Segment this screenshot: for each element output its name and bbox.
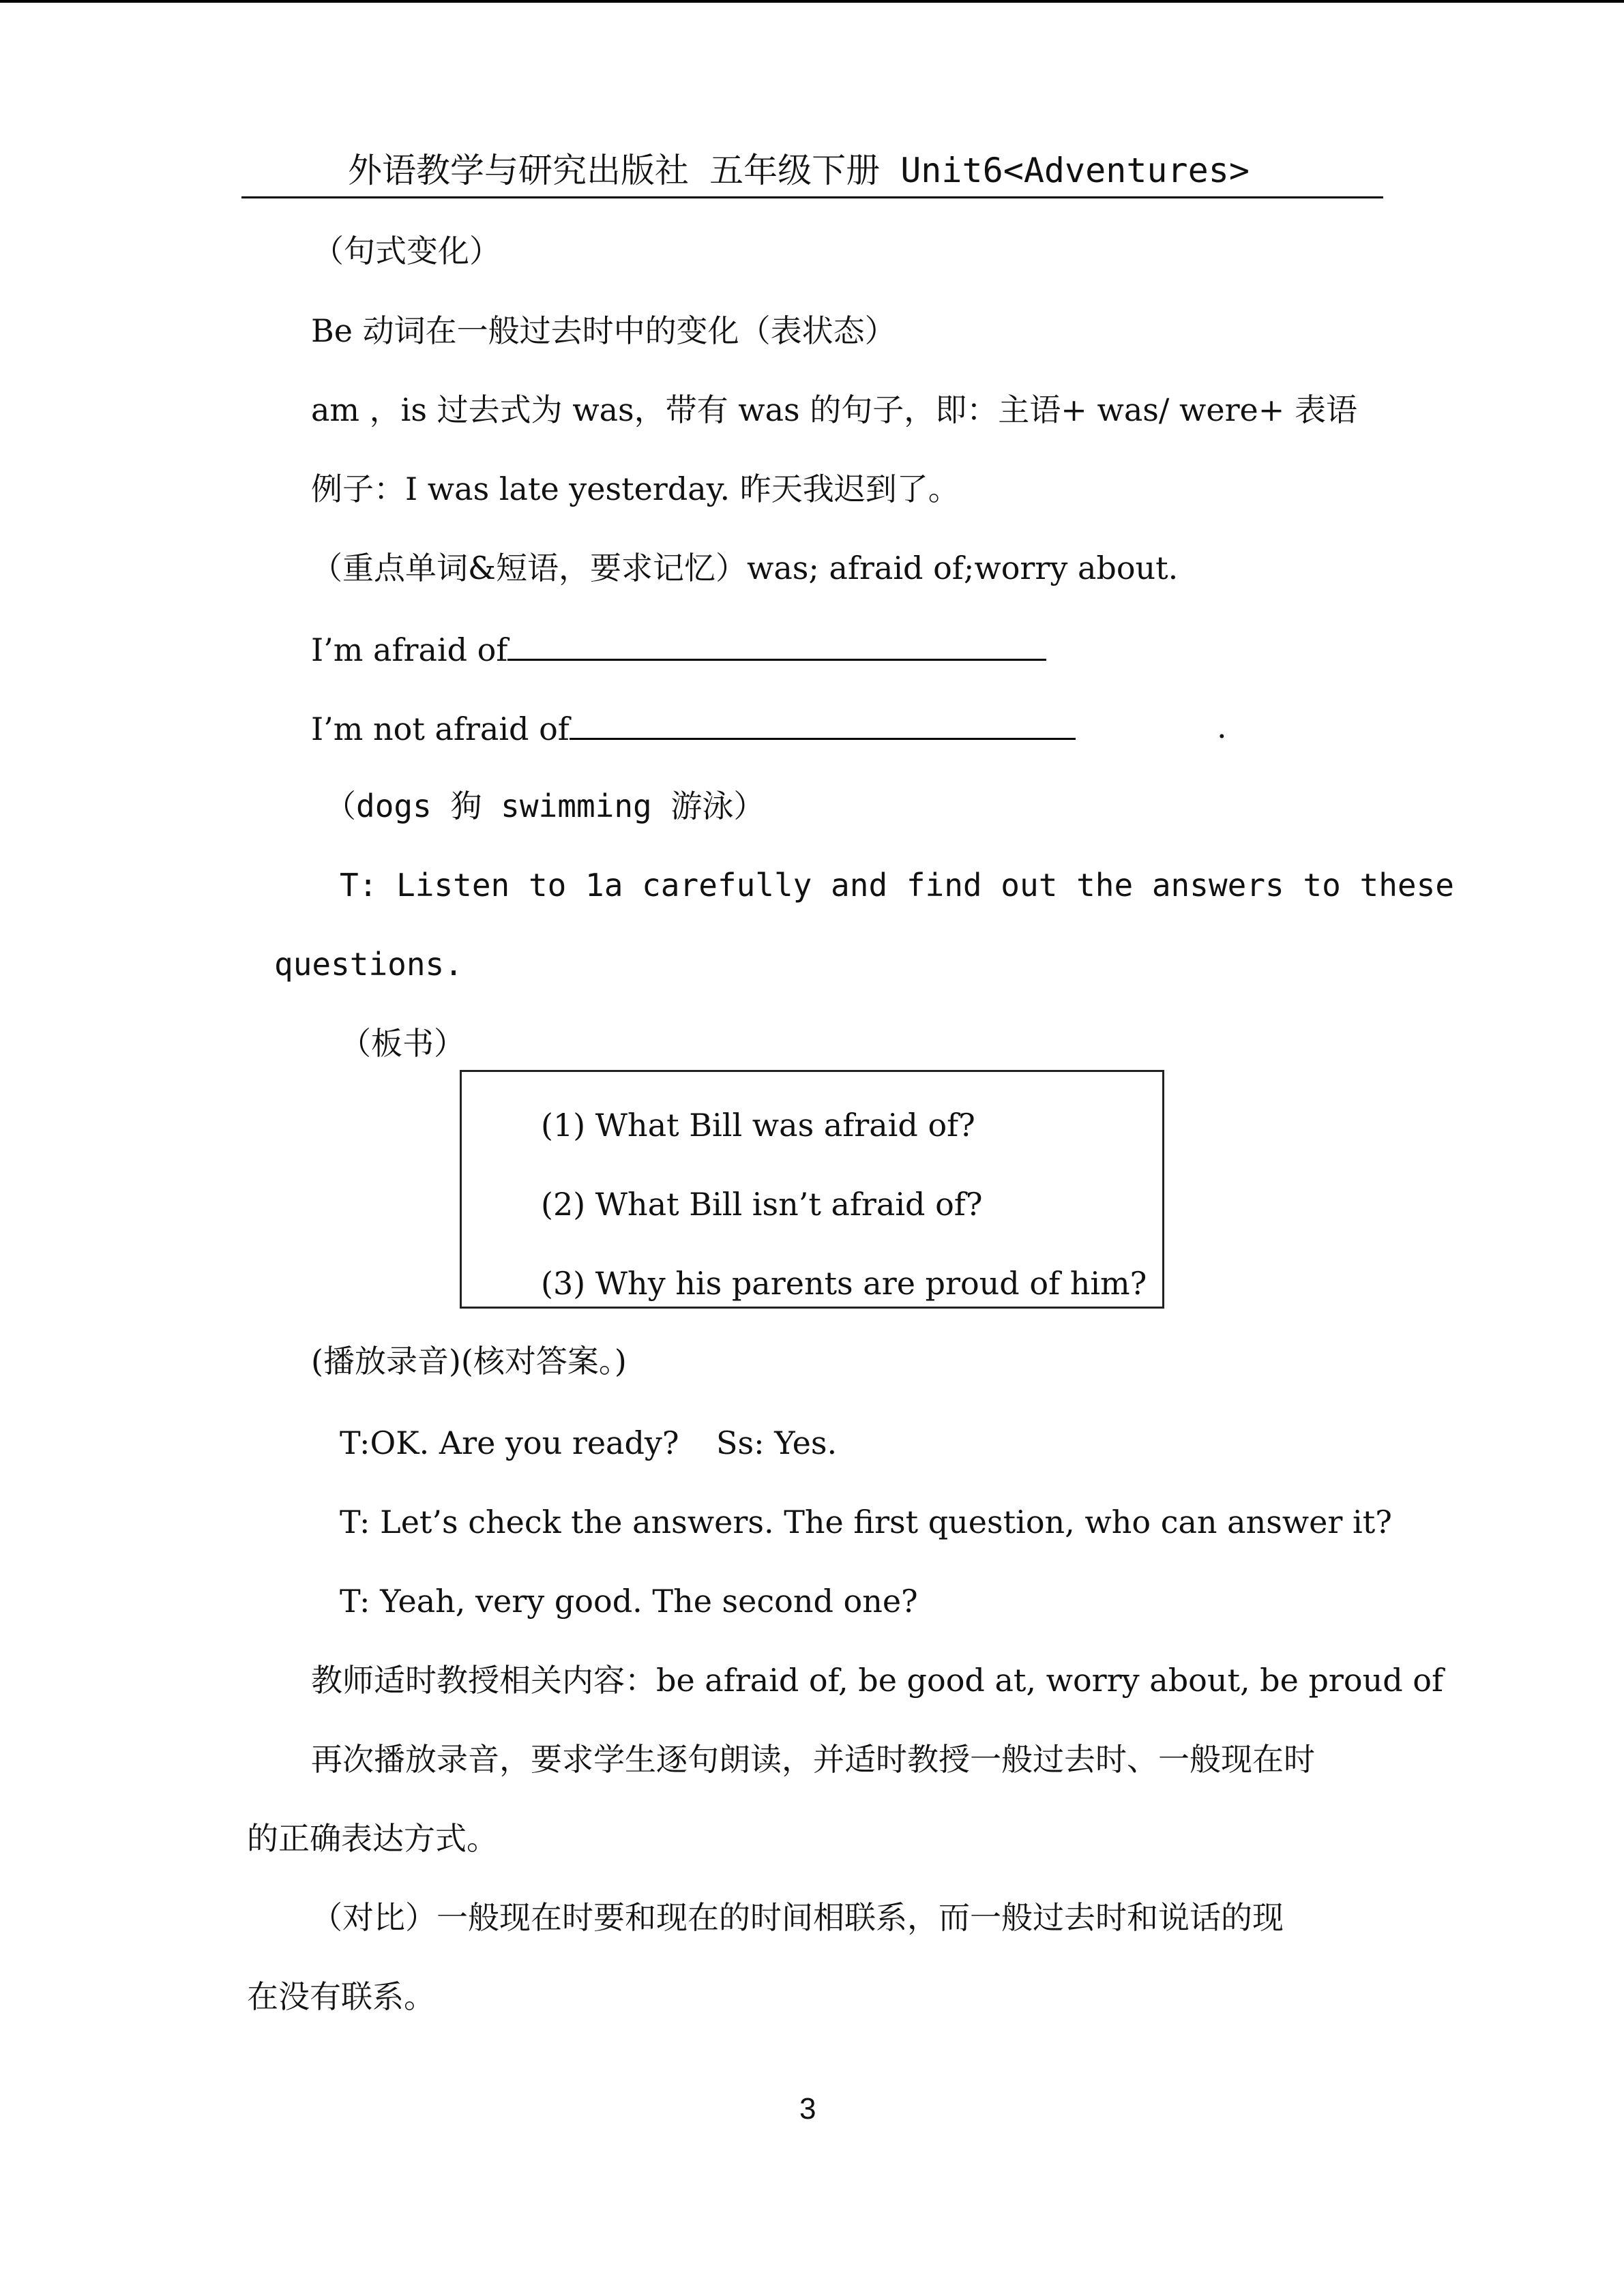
tense-comparison-cont: 在没有联系。 [247, 1978, 435, 2015]
board-question-1: (1) What Bill was afraid of? [541, 1107, 975, 1144]
replay-instruction: 再次播放录音，要求学生逐句朗读，并适时教授一般过去时、一般现在时 [311, 1741, 1315, 1778]
blackboard-box [460, 1070, 1164, 1309]
answer-blank-1[interactable] [507, 627, 1046, 661]
dialogue-second-question: T: Yeah, very good. The second one? [340, 1583, 918, 1620]
trailing-period: . [1217, 709, 1227, 745]
was-rule-text: am ，is 过去式为 was，带有 was 的句子，即：主语+ was/ were+ 表语 [311, 391, 1357, 428]
teacher-instruction-cont: questions. [274, 946, 463, 983]
answer-blank-2[interactable] [570, 706, 1076, 740]
board-question-2: (2) What Bill isn’t afraid of? [541, 1186, 983, 1223]
example-sentence: 例子：I was late yesterday. 昨天我迟到了。 [311, 471, 960, 507]
dialogue-students-yes: Ss: Yes. [716, 1425, 838, 1461]
tense-comparison: （对比）一般现在时要和现在的时间相联系，而一般过去时和说话的现 [311, 1899, 1284, 1936]
header-divider [241, 196, 1383, 198]
afraid-of-prompt: I’m afraid of [311, 631, 508, 668]
blackboard-label: （板书） [340, 1025, 465, 1062]
page-number: 3 [799, 2092, 816, 2126]
teaching-content: 教师适时教授相关内容：be afraid of, be good at, worry about, be proud of [311, 1662, 1444, 1699]
be-verb-heading: Be 动词在一般过去时中的变化（表状态） [311, 312, 896, 349]
section-label-sentence-change: （句式变化） [312, 233, 501, 269]
page-header-title: 外语教学与研究出版社 五年级下册 Unit6<Adventures> [348, 151, 1250, 190]
not-afraid-of-exercise [311, 706, 1076, 749]
vocab-hint: （dogs 狗 swimming 游泳） [325, 788, 765, 824]
board-question-3: (3) Why his parents are proud of him? [541, 1265, 1147, 1302]
not-afraid-of-prompt: I’m not afraid of [311, 711, 570, 747]
replay-instruction-cont: 的正确表达方式。 [247, 1820, 498, 1857]
play-recording-note: (播放录音)(核对答案。) [311, 1343, 627, 1380]
page-top-border [0, 0, 1624, 3]
teacher-instruction: T: Listen to 1a carefully and find out the answers to these [340, 867, 1454, 904]
dialogue-check-answers: T: Let’s check the answers. The first question, who can answer it? [340, 1504, 1392, 1540]
afraid-of-exercise [311, 627, 1046, 670]
key-words-line: （重点单词&短语，要求记忆）was; afraid of;worry about. [311, 550, 1179, 586]
dialogue-teacher-ready: T:OK. Are you ready? [340, 1425, 679, 1461]
